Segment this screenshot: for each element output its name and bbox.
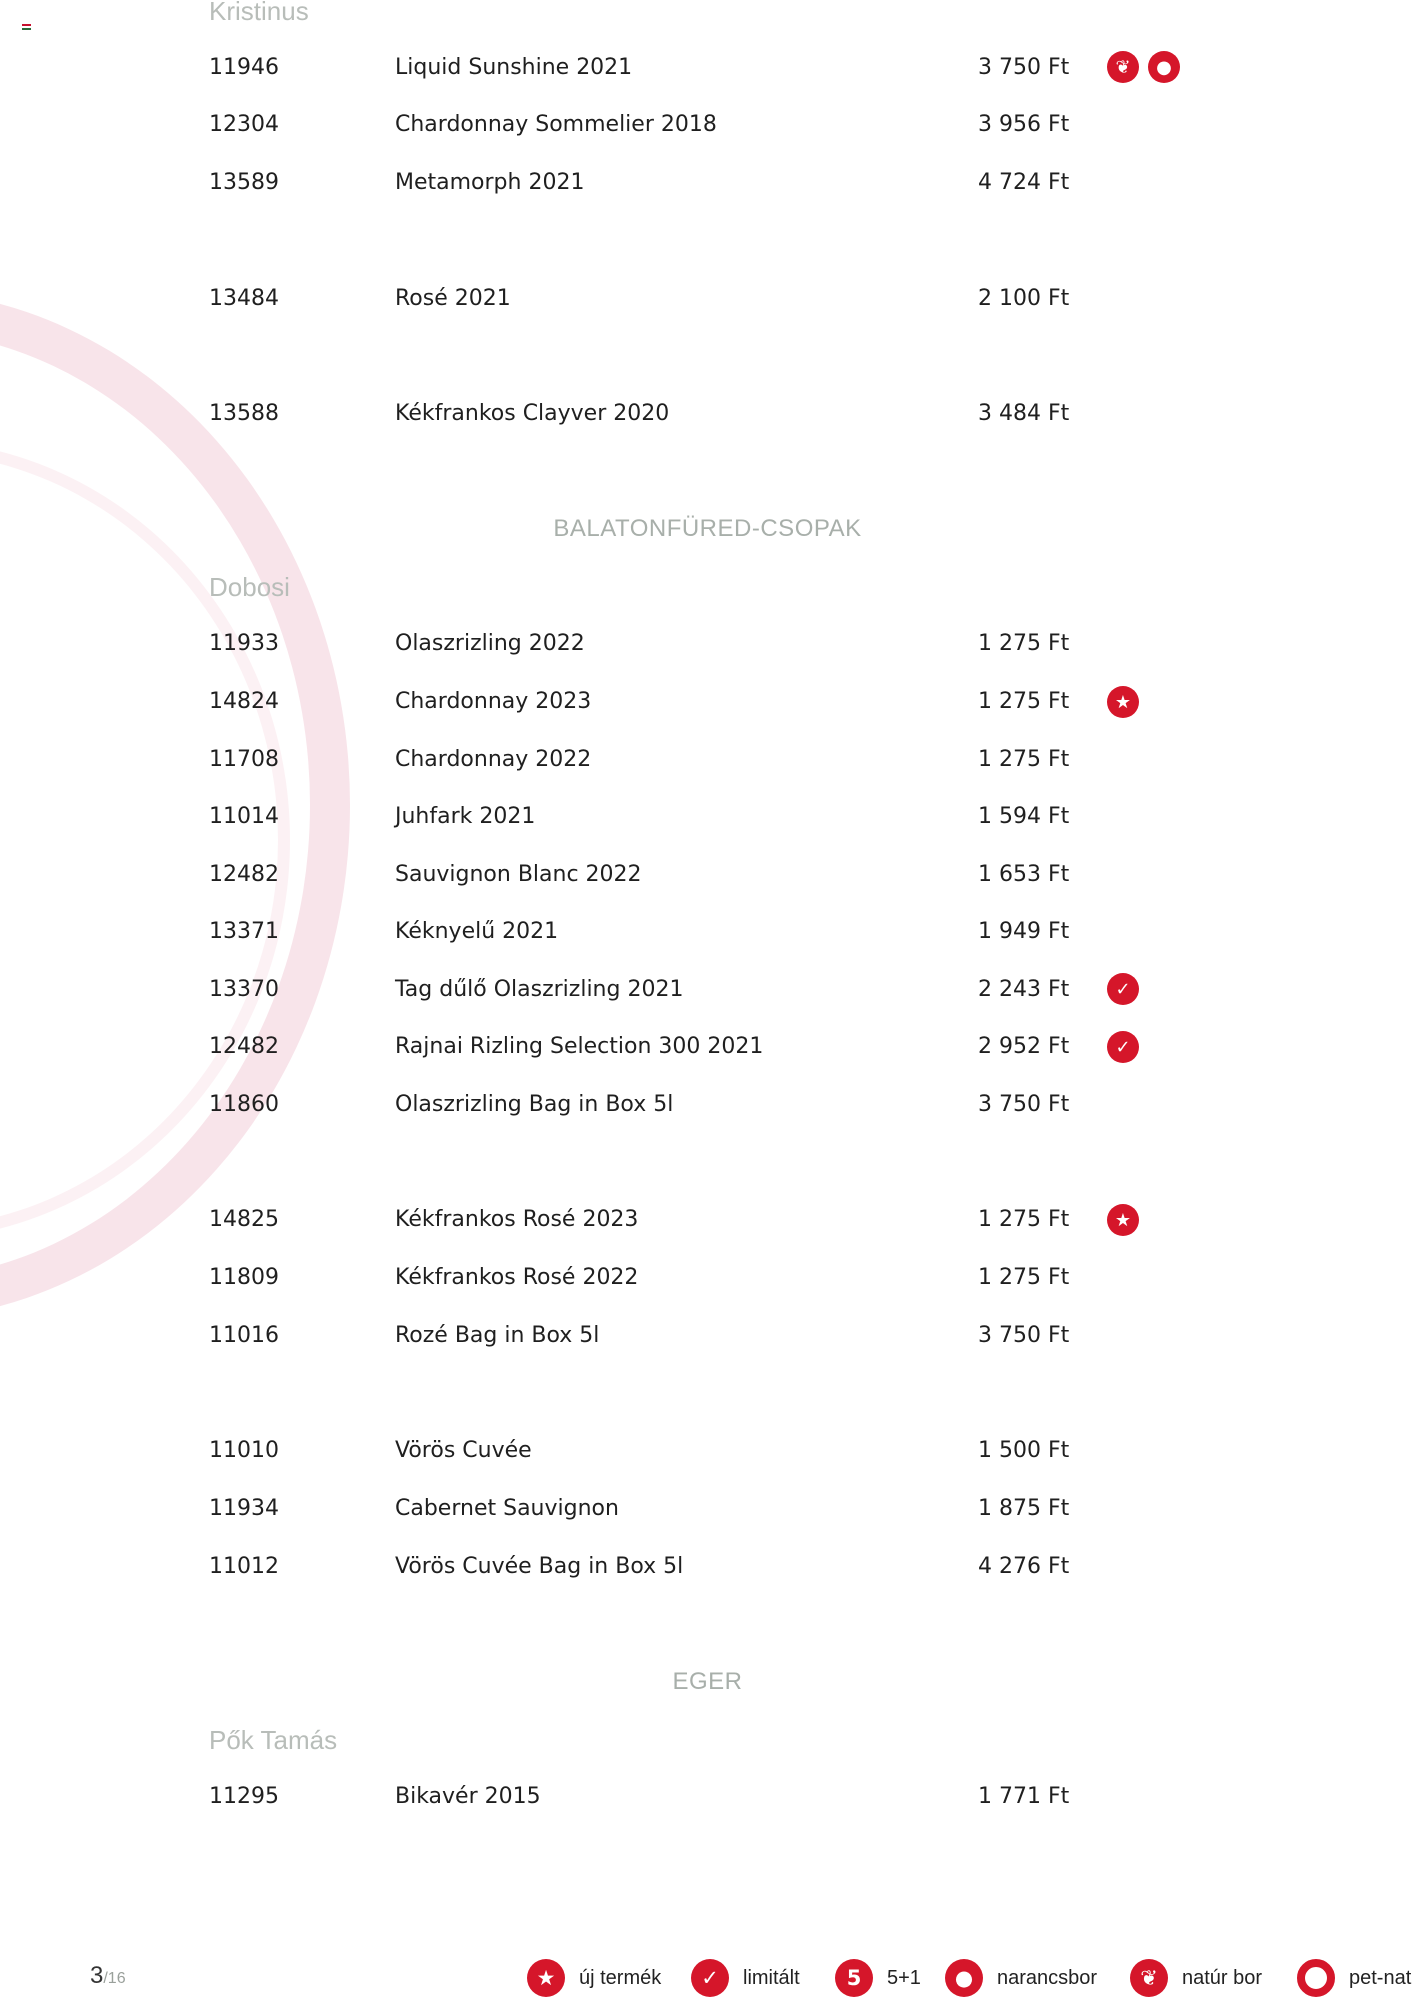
product-name: Cabernet Sauvignon <box>395 1496 619 1521</box>
product-code: 11295 <box>209 1784 279 1809</box>
table-row <box>0 976 1415 1004</box>
product-code: 12482 <box>209 862 279 887</box>
product-name: Chardonnay 2022 <box>395 747 592 772</box>
product-code: 13588 <box>209 401 279 426</box>
legend-item-limited <box>691 1958 800 1998</box>
table-row <box>0 54 1415 82</box>
table-row <box>0 1264 1415 1292</box>
producer-kristinus: Kristinus <box>209 0 309 26</box>
product-price: 1 500 Ft <box>978 1438 1070 1463</box>
product-name: Kékfrankos Rosé 2023 <box>395 1207 639 1232</box>
product-name: Kéknyelű 2021 <box>395 919 559 944</box>
product-price: 3 750 Ft <box>978 1323 1070 1348</box>
product-code: 11809 <box>209 1265 279 1290</box>
product-code: 11933 <box>209 631 279 656</box>
orange-icon: ● <box>1148 51 1180 83</box>
clock-icon: ✓ <box>1107 973 1139 1005</box>
product-price: 3 750 Ft <box>978 55 1070 80</box>
table-row <box>0 285 1415 313</box>
clock-icon: ✓ <box>1107 1031 1139 1063</box>
page-number <box>90 1962 126 1990</box>
flag-icon <box>22 24 31 30</box>
table-row <box>0 1553 1415 1581</box>
product-code: 13371 <box>209 919 279 944</box>
product-name: Chardonnay 2023 <box>395 689 592 714</box>
table-row <box>0 1033 1415 1061</box>
product-name: Bikavér 2015 <box>395 1784 541 1809</box>
product-code: 14825 <box>209 1207 279 1232</box>
legend-label: narancsbor <box>997 1966 1098 1989</box>
product-price: 1 653 Ft <box>978 862 1070 887</box>
leaf-icon: ❦ <box>1107 51 1139 83</box>
product-code: 11946 <box>209 55 279 80</box>
legend-label: 5+1 <box>887 1966 921 1989</box>
product-name: Rozé Bag in Box 5l <box>395 1323 600 1348</box>
product-price: 1 949 Ft <box>978 919 1070 944</box>
product-name: Tag dűlő Olaszrizling 2021 <box>395 977 684 1002</box>
page-total: /16 <box>103 1970 126 1987</box>
product-price: 1 275 Ft <box>978 747 1070 772</box>
product-code: 11014 <box>209 804 279 829</box>
product-code: 14824 <box>209 689 279 714</box>
product-name: Vörös Cuvée Bag in Box 5l <box>395 1554 684 1579</box>
leaf-icon: ❦ <box>1130 1959 1168 1997</box>
table-row <box>0 1437 1415 1465</box>
star-icon: ★ <box>527 1959 565 1997</box>
legend-label: új termék <box>579 1966 662 1989</box>
legend-item-pet-nat <box>1297 1958 1411 1998</box>
producer-dobosi: Dobosi <box>209 572 290 602</box>
product-name: Juhfark 2021 <box>395 804 536 829</box>
product-code: 13589 <box>209 170 279 195</box>
five-icon: 5 <box>835 1959 873 1997</box>
product-name: Metamorph 2021 <box>395 170 585 195</box>
product-code: 11012 <box>209 1554 279 1579</box>
product-price: 2 100 Ft <box>978 286 1070 311</box>
table-row <box>0 918 1415 946</box>
product-name: Olaszrizling Bag in Box 5l <box>395 1092 674 1117</box>
product-price: 1 275 Ft <box>978 1265 1070 1290</box>
clock-icon: ✓ <box>691 1959 729 1997</box>
product-price: 1 275 Ft <box>978 631 1070 656</box>
legend-label: natúr bor <box>1182 1966 1263 1989</box>
product-name: Liquid Sunshine 2021 <box>395 55 633 80</box>
product-name: Rosé 2021 <box>395 286 511 311</box>
product-code: 11934 <box>209 1496 279 1521</box>
legend-item-orange-wine <box>945 1958 1097 1998</box>
table-row <box>0 746 1415 774</box>
wine-stain-decoration-inner <box>0 440 290 1240</box>
product-price: 1 594 Ft <box>978 804 1070 829</box>
legend-item-natural-wine <box>1130 1958 1262 1998</box>
star-icon: ★ <box>1107 1204 1139 1236</box>
product-price: 1 275 Ft <box>978 1207 1070 1232</box>
product-code: 11016 <box>209 1323 279 1348</box>
table-row <box>0 400 1415 428</box>
product-price: 1 771 Ft <box>978 1784 1070 1809</box>
product-code: 13370 <box>209 977 279 1002</box>
product-name: Chardonnay Sommelier 2018 <box>395 112 717 137</box>
product-name: Olaszrizling 2022 <box>395 631 585 656</box>
product-price: 4 276 Ft <box>978 1554 1070 1579</box>
product-code: 12304 <box>209 112 279 137</box>
table-row <box>0 861 1415 889</box>
product-price: 3 484 Ft <box>978 401 1070 426</box>
product-code: 11010 <box>209 1438 279 1463</box>
product-price: 2 952 Ft <box>978 1034 1070 1059</box>
product-code: 13484 <box>209 286 279 311</box>
product-price: 1 875 Ft <box>978 1496 1070 1521</box>
region-heading-eger: EGER <box>672 1668 743 1695</box>
legend-label: limitált <box>743 1966 800 1989</box>
product-name: Sauvignon Blanc 2022 <box>395 862 642 887</box>
table-row <box>0 1783 1415 1811</box>
region-heading-balatonfured-csopak: BALATONFÜRED-CSOPAK <box>553 515 862 542</box>
product-name: Rajnai Rizling Selection 300 2021 <box>395 1034 764 1059</box>
table-row <box>0 1091 1415 1119</box>
table-row <box>0 1322 1415 1350</box>
ring-icon <box>1297 1959 1335 1997</box>
product-price: 3 750 Ft <box>978 1092 1070 1117</box>
product-name: Vörös Cuvée <box>395 1438 532 1463</box>
product-price: 2 243 Ft <box>978 977 1070 1002</box>
product-price: 4 724 Ft <box>978 170 1070 195</box>
product-name: Kékfrankos Clayver 2020 <box>395 401 670 426</box>
product-name: Kékfrankos Rosé 2022 <box>395 1265 639 1290</box>
product-code: 11860 <box>209 1092 279 1117</box>
footer <box>0 1958 1415 1998</box>
legend-label: pet-nat <box>1349 1966 1412 1989</box>
product-price: 1 275 Ft <box>978 689 1070 714</box>
table-row <box>0 1495 1415 1523</box>
table-row <box>0 630 1415 658</box>
table-row <box>0 688 1415 716</box>
orange-icon: ● <box>945 1959 983 1997</box>
table-row <box>0 111 1415 139</box>
table-row <box>0 169 1415 197</box>
star-icon: ★ <box>1107 686 1139 718</box>
producer-pok-tamas: Pők Tamás <box>209 1725 338 1755</box>
legend-item-new <box>527 1958 661 1998</box>
page-current: 3 <box>90 1962 104 1989</box>
legend-item-five-plus-one <box>835 1958 921 1998</box>
table-row <box>0 803 1415 831</box>
product-code: 11708 <box>209 747 279 772</box>
table-row <box>0 1206 1415 1234</box>
product-price: 3 956 Ft <box>978 112 1070 137</box>
product-code: 12482 <box>209 1034 279 1059</box>
